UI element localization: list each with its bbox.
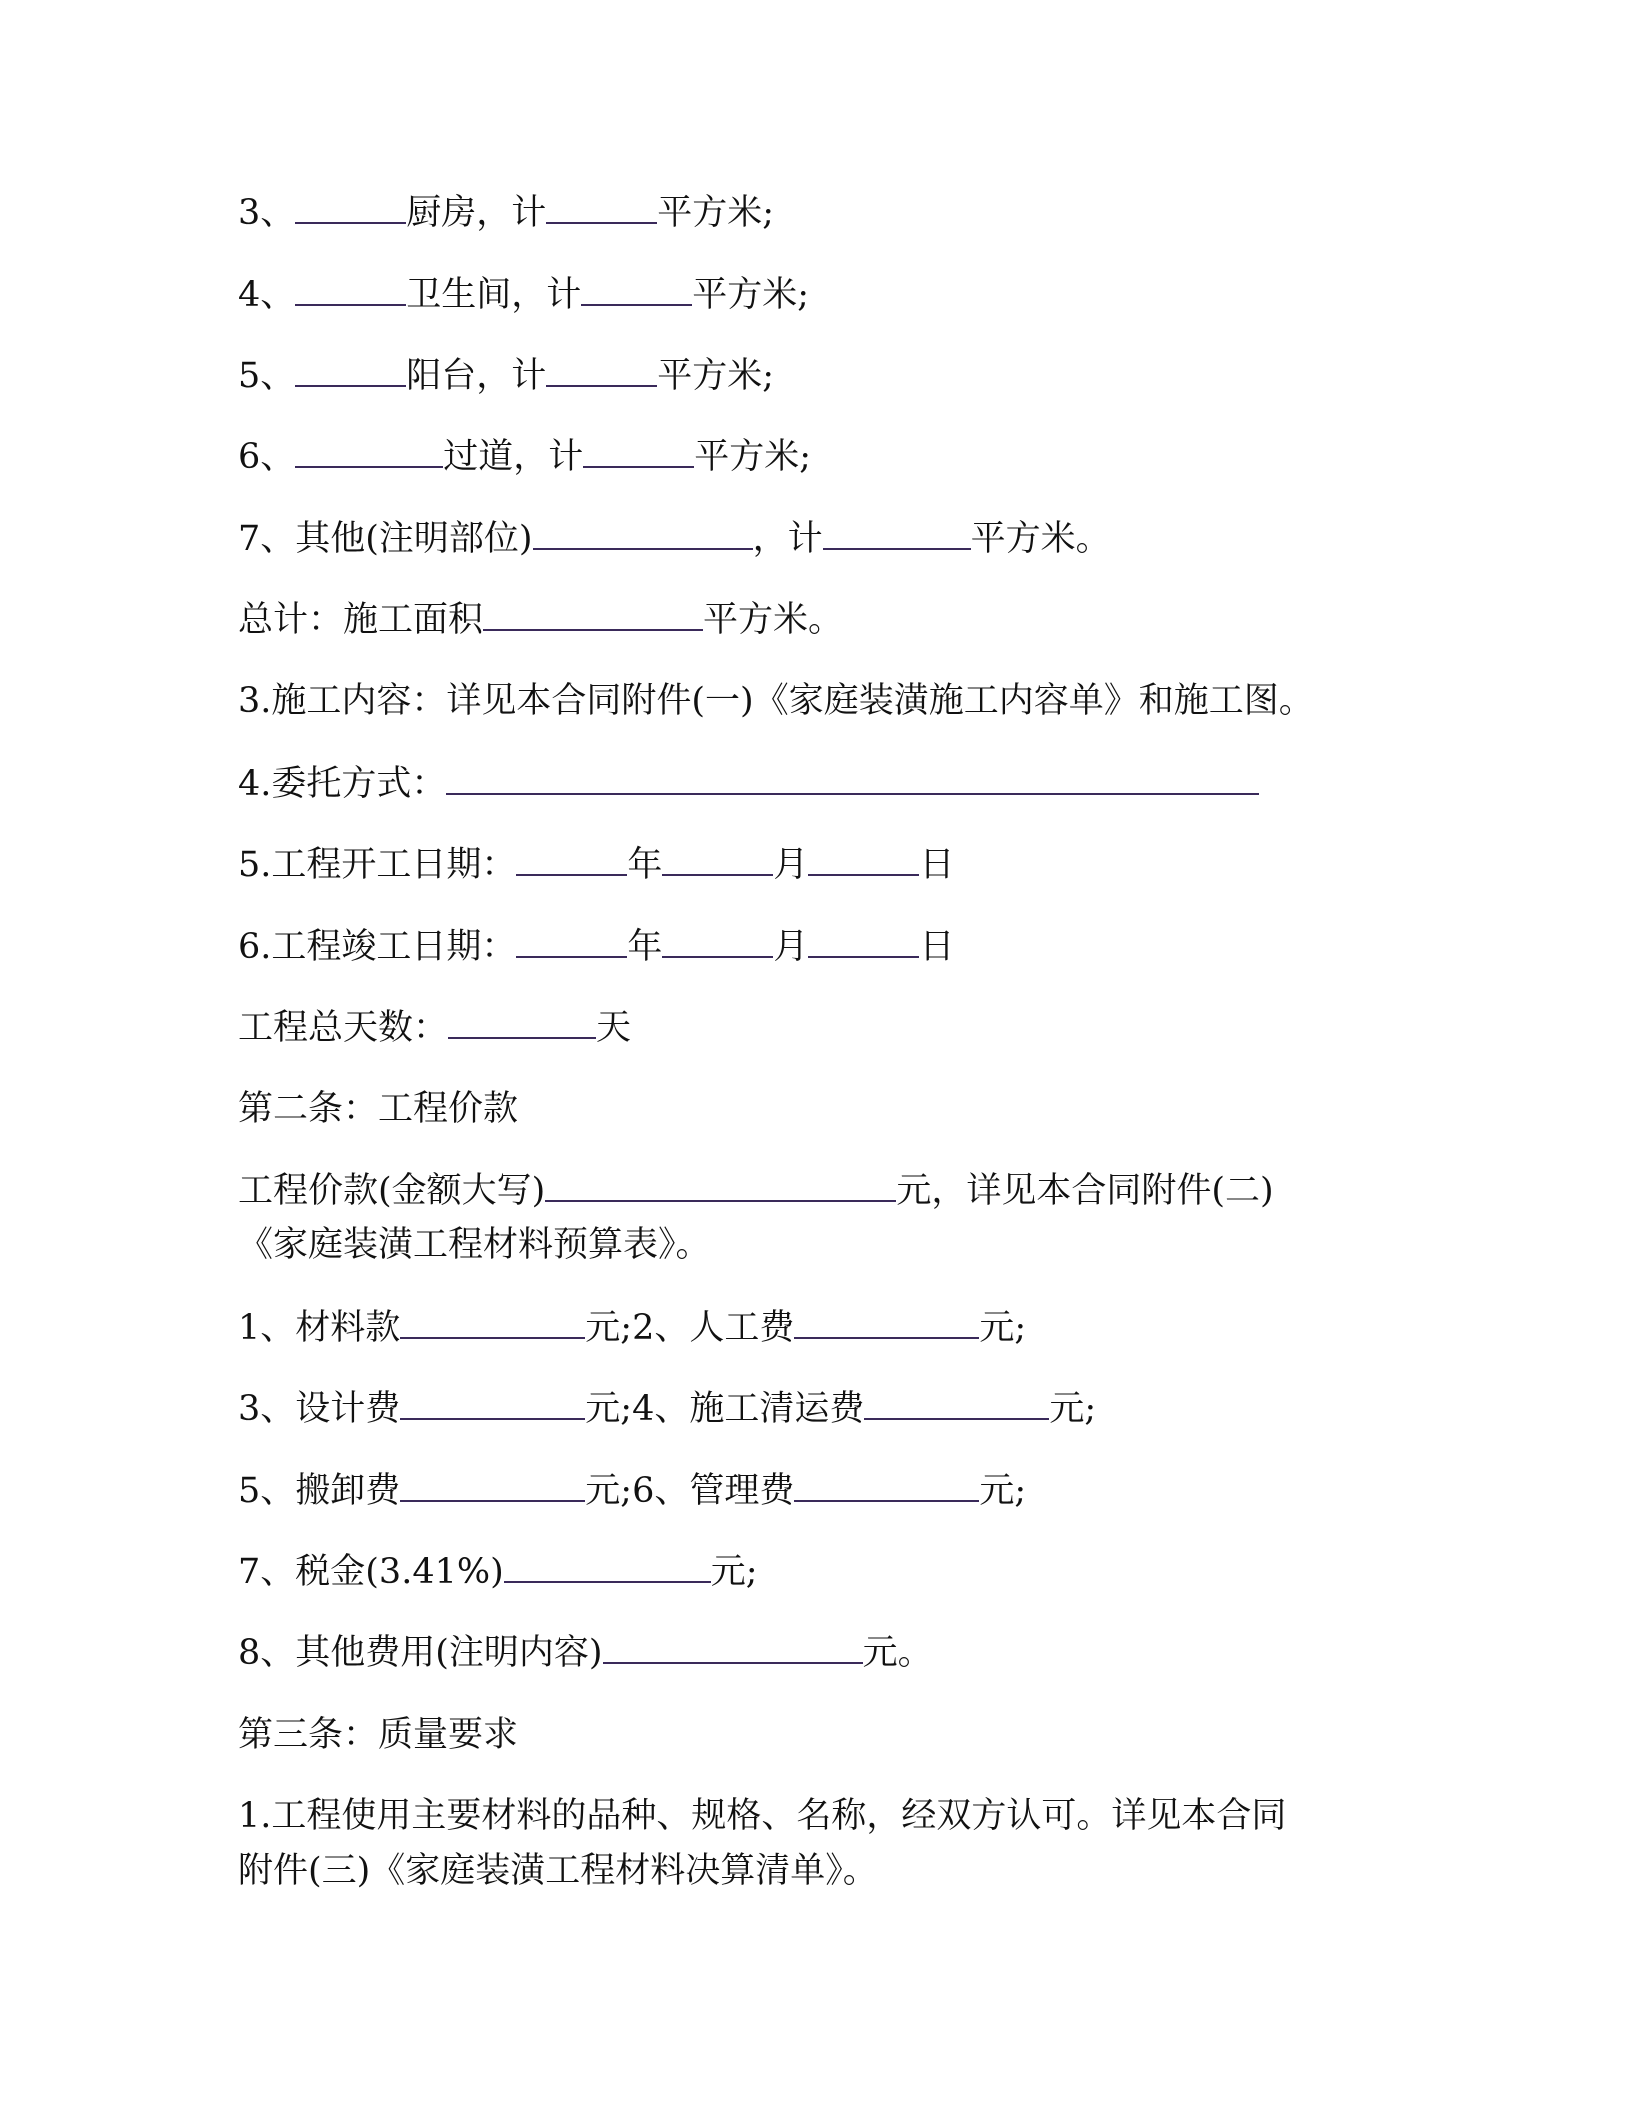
tax-line (238, 1550, 758, 1594)
fee-line-3 (238, 1469, 1026, 1513)
area-bathroom-line (238, 273, 809, 317)
text: 元; (710, 1552, 758, 1592)
end-day-blank[interactable] (808, 926, 919, 958)
text: 元;4、施工清运费 (585, 1389, 865, 1429)
area-kitchen-line (238, 191, 774, 235)
text: 日 (919, 927, 955, 967)
text: 年 (627, 845, 663, 885)
area-corridor-line (238, 435, 811, 479)
tax-blank[interactable] (504, 1551, 711, 1583)
text: 5、搬卸费 (238, 1471, 401, 1511)
text: 元;2、人工费 (585, 1308, 795, 1348)
text: 工程总天数： (238, 1008, 449, 1048)
text: 6.工程竣工日期： (238, 927, 517, 967)
text: 4、 (238, 275, 296, 315)
text: 年 (627, 927, 663, 967)
bathroom-count-blank[interactable] (295, 274, 406, 306)
text: 平方米; (692, 275, 810, 315)
bathroom-area-blank[interactable] (581, 274, 692, 306)
balcony-area-blank[interactable] (546, 355, 657, 387)
material-fee-blank[interactable] (400, 1307, 585, 1339)
other-fees-blank[interactable] (603, 1632, 863, 1664)
fee-line-1 (238, 1306, 1026, 1350)
end-year-blank[interactable] (516, 926, 627, 958)
start-day-blank[interactable] (808, 844, 919, 876)
text: 工程价款(金额大写) (238, 1171, 546, 1211)
balcony-count-blank[interactable] (295, 355, 406, 387)
start-date-line (238, 843, 954, 887)
text: 5、 (238, 356, 296, 396)
moving-fee-blank[interactable] (400, 1470, 585, 1502)
construction-content-line (238, 679, 1314, 723)
fee-line-2 (238, 1387, 1096, 1431)
text: 总计：施工面积 (238, 600, 484, 640)
start-month-blank[interactable] (662, 844, 773, 876)
total-area-blank[interactable] (483, 599, 703, 631)
other-location-blank[interactable] (533, 518, 753, 550)
text: 8、其他费用(注明内容) (238, 1633, 603, 1673)
text: 附件(三)《家庭装潢工程材料决算清单》。 (238, 1851, 878, 1891)
text: 卫生间，计 (406, 275, 582, 315)
price-line-cont (238, 1223, 711, 1267)
commission-method-blank[interactable] (446, 763, 1259, 795)
text: 5.工程开工日期： (238, 845, 517, 885)
text: 《家庭装潢工程材料预算表》。 (238, 1225, 711, 1265)
area-balcony-line (238, 354, 774, 398)
text: 平方米; (694, 437, 812, 477)
labor-fee-blank[interactable] (794, 1307, 979, 1339)
article-3-heading (238, 1713, 518, 1757)
text: 月 (773, 845, 809, 885)
price-amount-blank[interactable] (545, 1170, 896, 1202)
text: 日 (919, 845, 955, 885)
kitchen-count-blank[interactable] (295, 192, 406, 224)
text: 过道，计 (443, 437, 584, 477)
end-month-blank[interactable] (662, 926, 773, 958)
management-fee-blank[interactable] (794, 1470, 979, 1502)
other-fees-line (238, 1631, 933, 1675)
area-other-line (238, 517, 1111, 561)
text: 平方米。 (970, 519, 1111, 559)
quality-item-1-cont (238, 1849, 878, 1893)
text: 厨房，计 (406, 193, 547, 233)
text: 元; (979, 1308, 1027, 1348)
text: 阳台，计 (406, 356, 547, 396)
text: 平方米; (657, 193, 775, 233)
start-year-blank[interactable] (516, 844, 627, 876)
commission-method-line (238, 762, 1259, 806)
text: 元，详见本合同附件(二) (896, 1171, 1274, 1211)
text: 3、 (238, 193, 296, 233)
total-days-blank[interactable] (448, 1007, 596, 1039)
text: 平方米。 (703, 600, 844, 640)
text: ，计 (752, 519, 823, 559)
text: 3、设计费 (238, 1389, 401, 1429)
text: 第三条：质量要求 (238, 1715, 519, 1755)
text: 6、 (238, 437, 296, 477)
text: 平方米; (657, 356, 775, 396)
article-2-heading (238, 1087, 518, 1131)
other-area-blank[interactable] (823, 518, 971, 550)
text: 4.委托方式： (238, 764, 447, 804)
cleanup-fee-blank[interactable] (864, 1388, 1049, 1420)
text: 7、其他(注明部位) (238, 519, 533, 559)
kitchen-area-blank[interactable] (546, 192, 657, 224)
corridor-count-blank[interactable] (295, 436, 443, 468)
total-area-line (238, 598, 843, 642)
text: 月 (773, 927, 809, 967)
price-line (238, 1169, 1274, 1213)
text: 1.工程使用主要材料的品种、规格、名称，经双方认可。详见本合同 (238, 1796, 1287, 1836)
text: 1、材料款 (238, 1308, 401, 1348)
text: 3.施工内容：详见本合同附件(一)《家庭装潢施工内容单》和施工图。 (238, 681, 1314, 721)
text: 天 (596, 1008, 632, 1048)
text: 7、税金(3.41%) (238, 1552, 504, 1592)
end-date-line (238, 925, 954, 969)
corridor-area-blank[interactable] (583, 436, 694, 468)
quality-item-1 (238, 1794, 1286, 1838)
text: 元; (979, 1471, 1027, 1511)
text: 元;6、管理费 (585, 1471, 795, 1511)
total-days-line (238, 1006, 631, 1050)
text: 元。 (862, 1633, 933, 1673)
text: 第二条：工程价款 (238, 1089, 519, 1129)
text: 元; (1049, 1389, 1097, 1429)
design-fee-blank[interactable] (400, 1388, 585, 1420)
